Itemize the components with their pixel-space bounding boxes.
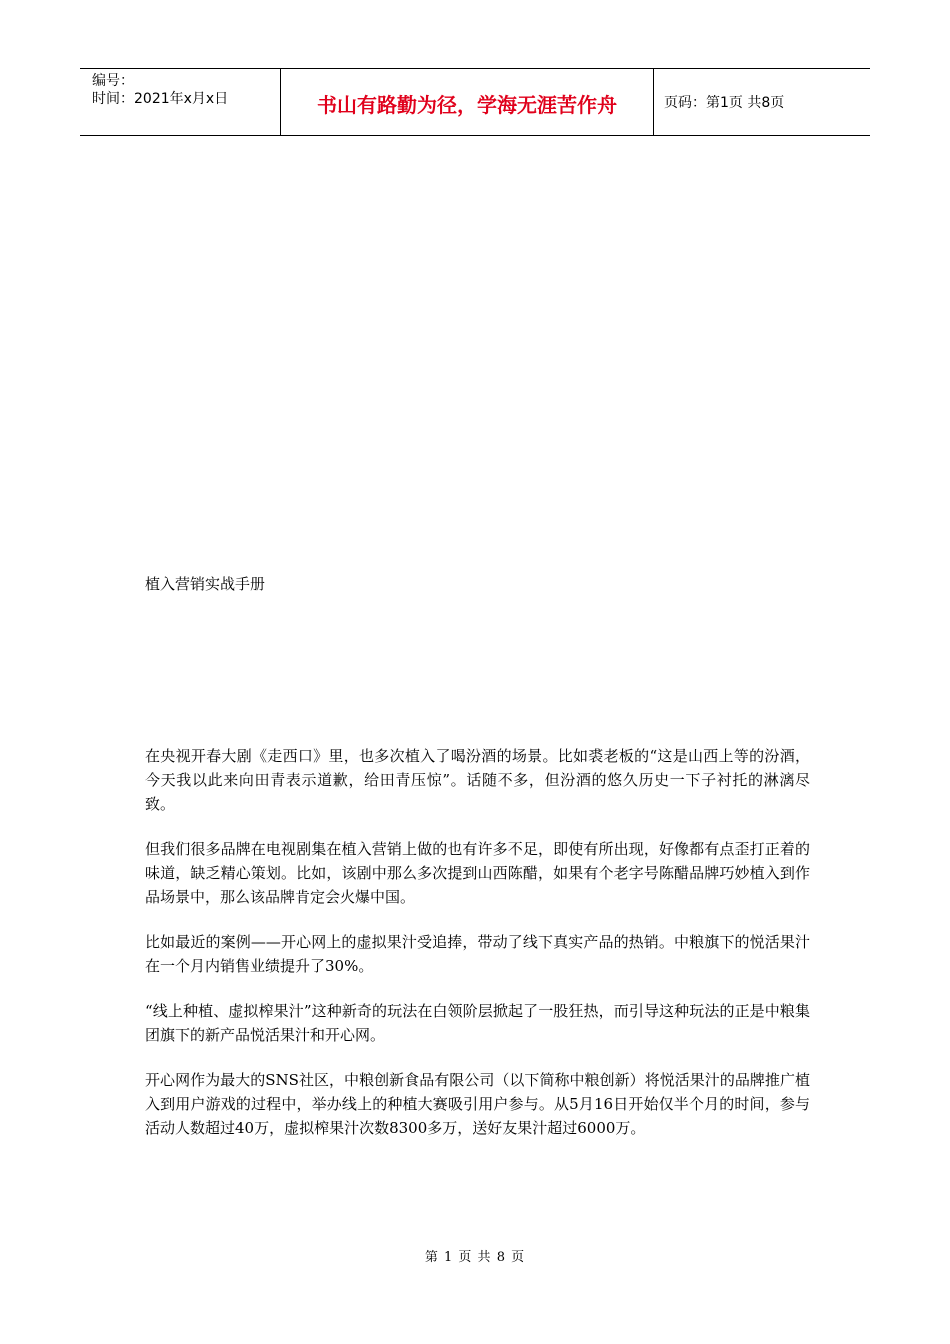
- header-meta: [80, 69, 281, 135]
- number-label: 编号：: [92, 73, 134, 89]
- time-label: 时间：2021年x月x日: [92, 91, 229, 107]
- document-title: 植入营销实战手册: [145, 575, 266, 593]
- paragraph: 但我们很多品牌在电视剧集在植入营销上做的也有许多不足，即使有所出现，好像都有点歪打正着的味道，缺乏精心策划。比如，该剧中那么多次提到山西陈醋，如果有个老字号陈醋品牌巧妙植入到作品场景中，那么该品牌肯定会火爆中国。: [145, 840, 810, 906]
- header-motto: 书山有路勤为径，学海无涯苦作舟: [281, 69, 654, 135]
- paragraph: 比如最近的案例——开心网上的虚拟果汁受追捧，带动了线下真实产品的热销。中粮旗下的悦活果汁在一个月内销售业绩提升了30%。: [145, 933, 810, 975]
- paragraph: 在央视开春大剧《走西口》里，也多次植入了喝汾酒的场景。比如裘老板的“这是山西上等的汾酒，今天我以此来向田青表示道歉，给田青压惊”。话随不多，但汾酒的悠久历史一下子衬托的淋漓尽致。: [145, 747, 810, 813]
- paragraph: “线上种植、虚拟榨果汁”这种新奇的玩法在白领阶层掀起了一股狂热，而引导这种玩法的正是中粮集团旗下的新产品悦活果汁和开心网。: [145, 1002, 810, 1044]
- document-body: [145, 744, 810, 1161]
- document-header: [80, 68, 870, 136]
- page-footer: 第 1 页 共 8 页: [424, 1250, 526, 1265]
- paragraph: 开心网作为最大的SNS社区，中粮创新食品有限公司（以下简称中粮创新）将悦活果汁的品牌推广植入到用户游戏的过程中，举办线上的种植大赛吸引用户参与。从5月16日开始仅半个月的时间，参与活动人数超过40万，虚拟榨果汁次数8300多万，送好友果汁超过6000万。: [145, 1071, 810, 1137]
- header-page-info: 页码：第1页 共8页: [664, 95, 785, 111]
